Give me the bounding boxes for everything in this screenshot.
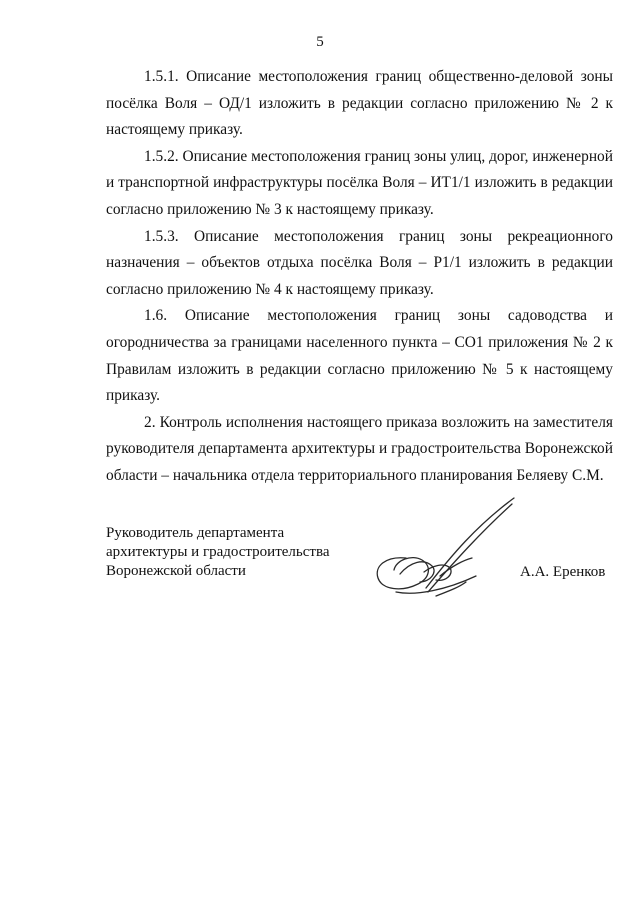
page-number: 5 — [316, 34, 324, 50]
signatory-name: А.А. Еренков — [520, 564, 606, 580]
signatory-title-line: Руководитель департамента — [106, 525, 285, 541]
paragraph-1-6: 1.6. Описание местоположения границ зоны садоводства и огородничества за границами населенного пункта – СО1 приложения № 2 к Правилам изложить в редакции согласно приложению № 5 к настоящему приказу. — [106, 307, 613, 405]
signatory-title — [106, 524, 329, 581]
paragraph-1-5-2: 1.5.2. Описание местоположения границ зоны улиц, дорог, инженерной и транспортной инфраструктуры посёлка Воля – ИТ1/1 изложить в редакции согласно приложению № 3 к настоящему приказу. — [106, 147, 613, 218]
paragraph-1-5-3: 1.5.3. Описание местоположения границ зоны рекреационного назначения – объектов отдыха посёлка Воля – Р1/1 изложить в редакции согласно приложению № 4 к настоящему приказу. — [106, 227, 613, 298]
handwritten-signature — [366, 496, 516, 606]
signature-block — [106, 524, 626, 614]
paragraph-1-5-1: 1.5.1. Описание местоположения границ общественно-деловой зоны посёлка Воля – ОД/1 изложить в редакции согласно приложению № 2 к настоящему приказу. — [106, 68, 613, 139]
paragraph-2: 2. Контроль исполнения настоящего приказа возложить на заместителя руководителя департамента архитектуры и градостроительства Воронежской области – начальника отдела территориального планирования Беляеву С.М. — [106, 413, 613, 484]
signatory-title-line: архитектуры и градостроительства — [106, 544, 330, 560]
document-body — [106, 64, 613, 490]
signatory-title-line: Воронежской области — [106, 563, 246, 579]
